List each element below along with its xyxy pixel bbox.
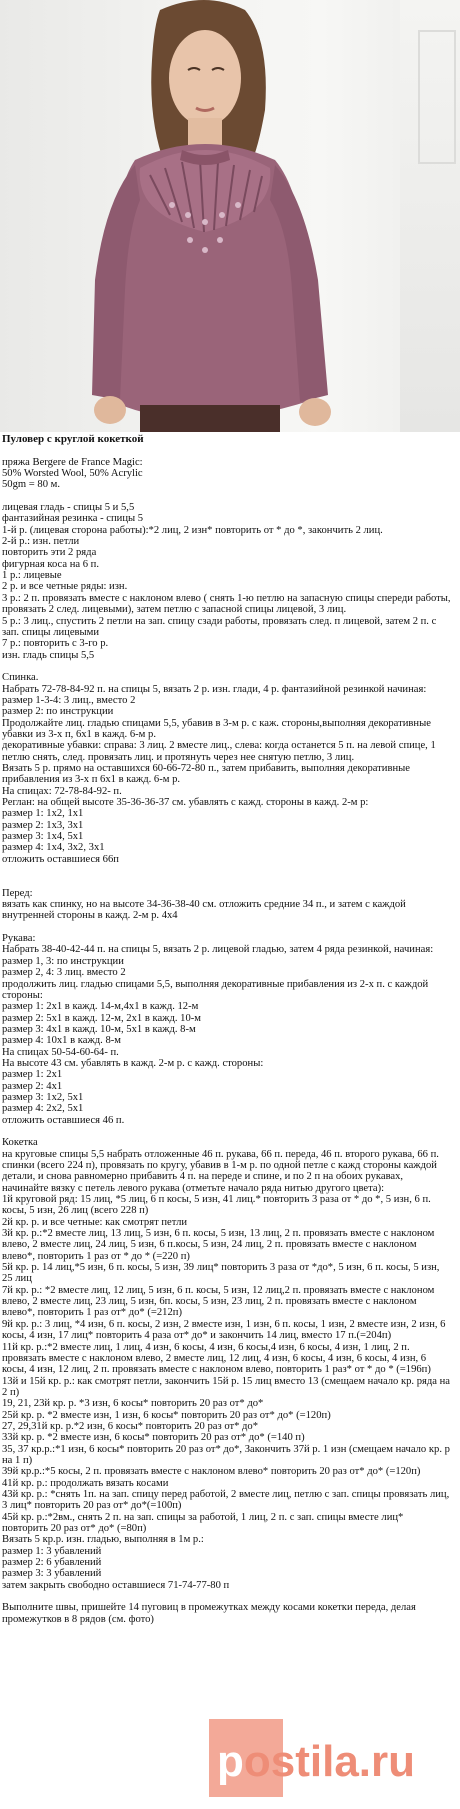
text-line: 7 р.: повторить с 3-го р.	[2, 638, 109, 650]
text-line: размер 1, 3: по инструкции	[2, 955, 124, 967]
text-line: 35, 37 кр.р.:*1 изн, 6 косы* повторить 20 раз от* до*, Закончить 37й р. 1 изн (смещаем начало кр. р	[2, 1443, 450, 1455]
text-line: размер 2: 4х1	[2, 1080, 63, 1092]
text-line: размер 3: 1х4, 5х1	[2, 831, 84, 843]
text-line: влево*, повторить 1 раз от * до * (=220 п)	[2, 1250, 190, 1262]
text-line: 2 п)	[2, 1386, 20, 1398]
text-line: Перед:	[2, 887, 33, 899]
text-line: промежутков в 8 рядов (см. фото)	[2, 1613, 154, 1625]
text-line: начинайте вязку с петель левого рукава (отметьте начало ряда нитью другого цвета):	[2, 1182, 385, 1194]
text-line: 50% Worsted Wool, 50% Acrylic	[2, 468, 143, 480]
text-line: фантазийная резинка - спицы 5	[2, 513, 144, 525]
text-line: 3 лиц* повторить 20 раз от* до*(=100п)	[2, 1500, 182, 1512]
text-line	[2, 661, 454, 672]
text-line: На спицах 50-54-60-64- п.	[2, 1046, 119, 1058]
text-line: размер 3: 1х2, 5х1	[2, 1091, 84, 1103]
watermark-logo	[209, 1715, 459, 1807]
text-line: 13й и 15й кр. р.: как смотрят петли, закончить 15й р. 15 лиц вместо 13 (смещаем начало кр. ряда на	[2, 1375, 450, 1387]
text-line: размер 3: 3 убавлений	[2, 1568, 102, 1580]
text-line	[2, 1591, 454, 1602]
pattern-title: Пуловер с круглой кокеткой	[2, 434, 144, 445]
text-line: 25 лиц	[2, 1273, 32, 1285]
text-line: 1 р.: лицевые	[2, 570, 62, 582]
text-line: 1-й р. (лицевая сторона работы):*2 лиц, 2 изн* повторить от * до *, закончить 2 лиц.	[2, 524, 383, 536]
text-line: размер 2: 1х3, 3х1	[2, 819, 84, 831]
text-line: затем закрыть свободно оставшиеся 71-74-77-80 п	[2, 1579, 230, 1591]
text-line: прибавления из 3-х п 6х1 в кажд. 6-м р.	[2, 774, 181, 786]
text-line: Вязать 5 кр.р. изн. гладью, выполняя в 1м р.:	[2, 1534, 204, 1546]
text-line: 9й кр. р.: 3 лиц, *4 изн, 6 п. косы, 2 изн, 2 вместе изн, 1 изн, 6 п. косы, 1 изн, 2 вместе изн, 2 изн, 6	[2, 1318, 446, 1330]
text-line: повторить эти 2 ряда	[2, 547, 97, 559]
text-line: На спицах: 72-78-84-92- п.	[2, 785, 122, 797]
text-line: декоративные убавки: справа: 3 лиц. 2 вместе лиц., слева: когда останется 5 п. на левой спице, 1	[2, 740, 436, 752]
text-line: Вязать 5 р. прямо на оставшихся 60-66-72-80 п., затем прибавить, выполняя декоративные	[2, 762, 410, 774]
text-line: фигурная коса на 6 п.	[2, 558, 99, 570]
text-line: косы, 4 изн, 17 лиц* повторить 4 раза от* до* и закончить 14 лиц, вместо 17 п.(=204п)	[2, 1330, 392, 1342]
text-line: размер 4: 1х4, 3х2, 3х1	[2, 842, 105, 854]
text-line: отложить оставшиеся 66п	[2, 853, 119, 865]
text-line: детали, и снова равномерно прибавить 4 п. на переде и спине, и по 2 п на обоих рукавах,	[2, 1171, 404, 1183]
text-line: размер 4: 2х2, 5х1	[2, 1103, 84, 1115]
text-line: лицевая гладь - спицы 5 и 5,5	[2, 502, 135, 514]
model-illustration	[0, 0, 460, 432]
text-line: 11й кр. р.:*2 вместе лиц, 1 лиц, 4 изн, 6 косы, 4 изн, 6 косы,4 изн, 6 косы, 4 изн, 1 лиц, 2 п.	[2, 1341, 410, 1353]
text-line: размер 4: 10х1 в кажд. 8-м	[2, 1035, 121, 1047]
text-line: 39й кр.р.:*5 косы, 2 п. провязать вместе с наклоном влево* повторить 20 раз от* до* (=120п)	[2, 1466, 421, 1478]
text-line: 5й кр. р. 14 лиц,*5 изн, 6 п. косы, 5 изн, 39 лиц* повторить 3 раза от *до*, 5 изн, 6 п. косы, 5 изн,	[2, 1262, 440, 1274]
text-line: на круговые спицы 5,5 набрать отложенные 46 п. рукава, 66 п. переда, 46 п. второго рукава, 66 п.	[2, 1148, 439, 1160]
text-line: Набрать 38-40-42-44 п. на спицы 5, вязать 2 р. лицевой гладью, затем 4 ряда резинкой, начиная:	[2, 944, 434, 956]
watermark-text	[217, 1737, 415, 1787]
text-line: 3 р.: 2 п. провязать вместе с наклоном влево ( снять 1-ю петлю на запасную спицы спереди работы,	[2, 592, 451, 604]
text-line: повторить 20 раз от* до* (=80п)	[2, 1523, 147, 1534]
sweater-photo	[0, 0, 460, 432]
text-line: 50gm = 80 м.	[2, 479, 60, 491]
text-line: размер 1: 2х1	[2, 1069, 63, 1081]
text-line: Кокетка	[2, 1137, 38, 1149]
text-line: убавки из 3-х п, 6х1 в кажд. 6-м р.	[2, 728, 156, 740]
text-line: размер 1: 1х2, 1х1	[2, 808, 84, 820]
text-line	[2, 922, 454, 933]
text-line	[2, 876, 454, 887]
text-line	[2, 491, 454, 502]
text-line: продолжить лиц. гладью спицами 5,5, выполняя декоративные прибавления из 2-х п. с каждой	[2, 978, 429, 990]
text-line: размер 2: 5х1 в кажд. 12-м, 2х1 в кажд. 10-м	[2, 1012, 201, 1024]
text-line: спинки (всего 224 п), провязать по кругу, убавив в 1-м р. по одной петле с кажд стороны каждой	[2, 1160, 437, 1171]
text-line: На высоте 43 см. убавлять в кажд. 2-м р. с кажд. стороны:	[2, 1057, 264, 1069]
text-line: стороны:	[2, 989, 43, 1001]
text-line: 25й кр. р. *2 вместе изн, 1 изн, 6 косы* повторить 20 раз от* до* (=120п)	[2, 1409, 331, 1421]
text-line: размер 2: 6 убавлений	[2, 1557, 102, 1569]
text-line: косы, 4 изн, 12 лиц, 2 п. провязать вместе с наклоном влево, повторить 1 раз* от * до * (=196п)	[2, 1364, 431, 1376]
text-line: 2-й р.: изн. петли	[2, 536, 80, 548]
text-line: размер 2: по инструкции	[2, 706, 114, 718]
text-line: 2й кр. р. и все четные: как смотрят петли	[2, 1216, 188, 1228]
text-line: размер 1: 2х1 в кажд. 14-м,4х1 в кажд. 12-м	[2, 1001, 199, 1013]
watermark-rest: ostila.ru	[243, 1737, 416, 1786]
text-line: влево, 2 вместе лиц, 24 лиц, 5 изн, 6 п.косы, 5 изн, 24 лиц, 2 п. провязать вместе с наклоном	[2, 1239, 417, 1251]
pattern-text	[2, 434, 454, 1625]
text-line: косы, 5 изн, 26 лиц (всего 228 п)	[2, 1205, 149, 1217]
text-line: влево*, повторить 1 раз от* до* (=212п)	[2, 1307, 182, 1319]
text-line: Рукава:	[2, 933, 36, 945]
text-line	[2, 1126, 454, 1137]
text-line: на 1 п)	[2, 1454, 33, 1466]
watermark-first-letter: p	[217, 1737, 244, 1786]
text-line: Набрать 72-78-84-92 п. на спицы 5, вязать 2 р. изн. глади, 4 р. фантазийной резинкой начиная:	[2, 683, 427, 695]
text-line: размер 3: 4х1 в кажд. 10-м, 5х1 в кажд. 8-м	[2, 1023, 196, 1035]
text-line: 33й кр. р. *2 вместе изн, 6 косы* повторить 20 раз от* до* (=140 п)	[2, 1432, 305, 1444]
text-line: 27, 29,31й кр. р.*2 изн, 6 косы* повторить 20 раз от* до*	[2, 1420, 259, 1432]
text-line: провязать вместе с наклоном влево, 2 вместе лиц, 12 лиц, 4 изн, 6 косы, 4 изн, 6 косы, 4 изн, 6	[2, 1352, 427, 1364]
text-line: 5 р.: 3 лиц., спустить 2 петли на зап. спицу сзади работы, провязать след. п лицевой, затем 2 п. с	[2, 615, 437, 627]
text-line: внутренней стороны в кажд. 2-м р. 4х4	[2, 910, 178, 922]
text-line: 2 р. и все четные ряды: изн.	[2, 581, 128, 593]
text-line: 19, 21, 23й кр. р. *3 изн, 6 косы* повторить 20 раз от* до*	[2, 1398, 264, 1410]
text-line: 1й круговой ряд: 15 лиц, *5 лиц, 6 п косы, 5 изн, 41 лиц.* повторить 3 раза от * до *, 5 изн, 6 п.	[2, 1194, 431, 1206]
text-line: пряжа Bergere de France Magic:	[2, 456, 143, 468]
text-line: размер 2, 4: 3 лиц. вместо 2	[2, 967, 126, 979]
text-line: 3й кр. р.:*2 вместе лиц, 13 лиц, 5 изн, 6 п. косы, 5 изн, 13 лиц, 2 п. провязать вместе с наклоном	[2, 1228, 435, 1240]
text-line: размер 1: 3 убавлений	[2, 1545, 102, 1557]
text-line: размер 1-3-4: 3 лиц., вместо 2	[2, 694, 136, 706]
text-line: 43й кр. р.: *снять 1п. на зап. спицу перед работой, 2 вместе лиц, петлю с зап. спицы провязать лиц,	[2, 1488, 450, 1500]
text-line: Продолжайте лиц. гладью спицами 5,5, убавив в 3-м р. с каж. стороны,выполняя декоративные	[2, 717, 431, 729]
text-line: изн. гладь спицы 5,5	[2, 649, 95, 661]
text-line: вязать как спинку, но на высоте 34-36-38-40 см. отложить средние 34 п., и затем с каждой	[2, 899, 406, 911]
text-line: зап. спицы лицевыми	[2, 626, 100, 638]
text-line: 45й кр. р.:*2вм., снять 2 п. на зап. спицы за работой, 1 лиц, 2 п. с зап. спицы вместе лиц*	[2, 1511, 404, 1523]
text-line	[2, 445, 454, 456]
text-line: провязать 2 след. лицевыми), затем петлю с запасной спицы лицевой, 3 лиц.	[2, 604, 347, 616]
text-line: Выполните швы, пришейте 14 пуговиц в промежутках между косами кокетки переда, делая	[2, 1602, 416, 1614]
text-line	[2, 865, 454, 876]
text-line: 7й кр. р.: *2 вместе лиц, 12 лиц, 5 изн, 6 п. косы, 5 изн, 12 лиц,2 п. провязать вместе с наклоном	[2, 1284, 435, 1296]
text-line: Спинка.	[2, 672, 39, 684]
text-line: влево, 2 вместе лиц, 23 лиц, 5 изн, 6п. косы, 5 изн, 23 лиц, 2 п. провязать вместе с наклоном	[2, 1296, 417, 1308]
text-line: Реглан: на общей высоте 35-36-36-37 см. убавлять с кажд. стороны в кажд. 2-м р:	[2, 797, 369, 808]
text-line: 41й кр. р.: продолжать вязать косами	[2, 1477, 169, 1489]
text-line: отложить оставшиеся 46 п.	[2, 1114, 125, 1126]
text-line: петлю снять, след. провязать лиц. и протянуть через нее снятую петлю, 3 лиц.	[2, 751, 355, 763]
